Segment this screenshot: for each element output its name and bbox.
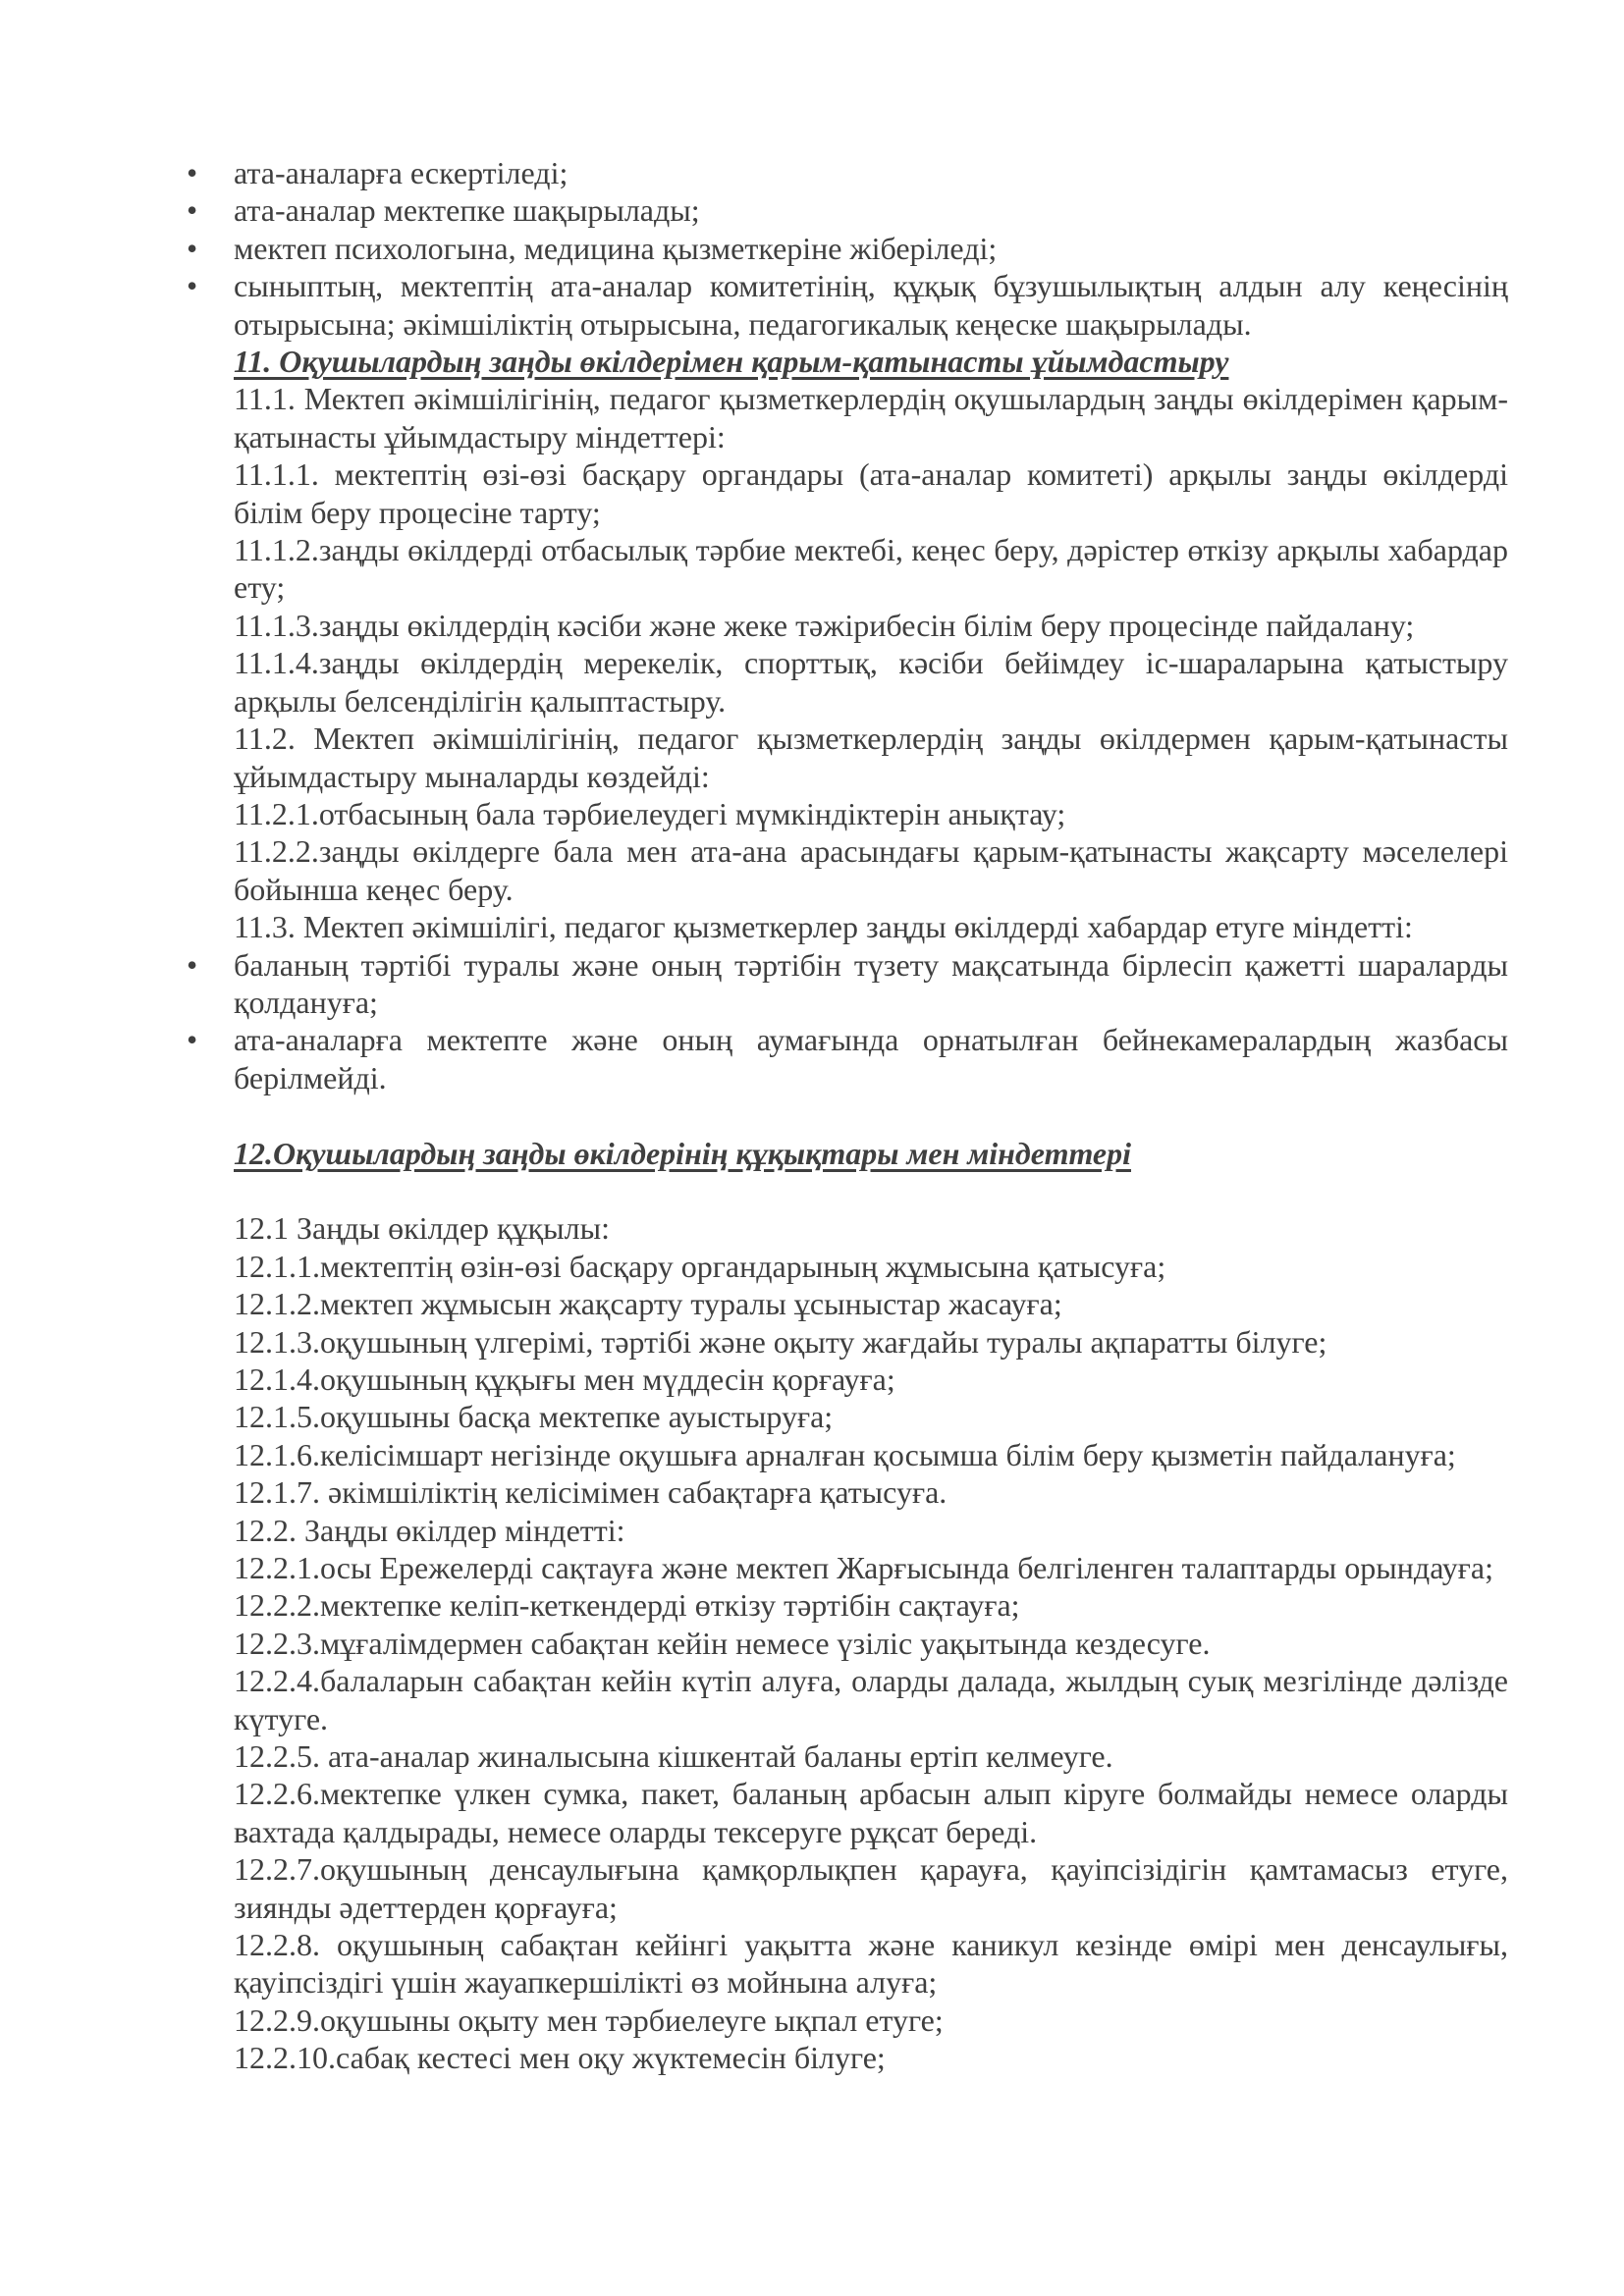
- numbered-paragraph: 12.2. Заңды өкілдер міндетті:: [234, 1512, 625, 1548]
- bullet-list-item: • ата-аналарға мектепте және оның аумағында орнатылған бейнекамералардың жазбасы берілмейді.: [234, 1021, 1508, 1096]
- numbered-paragraph: 11.1. Мектеп әкімшілігінің, педагог қызметкерлердің оқушылардың заңды өкілдерімен қарым-қатынасты ұйымдастыру міндеттері:: [234, 381, 1508, 454]
- bullet-list-item: • ата-аналар мектепке шақырылады;: [234, 191, 1508, 229]
- blank-line: [234, 1172, 1508, 1209]
- numbered-paragraph: 12.1.6.келісімшарт негізінде оқушыға арналған қосымша білім беру қызметін пайдалануға;: [234, 1436, 1456, 1472]
- numbered-paragraph: 12.2.1.осы Ережелерді сақтауға және мектеп Жарғысында белгіленген талаптарды орындауға;: [234, 1550, 1493, 1585]
- numbered-paragraph: 12.2.3.мұғалімдермен сабақтан кейін немесе үзіліс уақытында кездесуге.: [234, 1625, 1211, 1661]
- numbered-paragraph: 12.2.10.сабақ кестесі мен оқу жүктемесін білуге;: [234, 2040, 886, 2076]
- numbered-paragraph: 12.2.8. оқушының сабақтан кейінгі уақытта және каникул кезінде өмірі мен денсаулығы, қауіпсіздігі үшін жауапкершілікті өз мойнына алуға;: [234, 1927, 1508, 2001]
- numbered-paragraph: 12.1.2.мектеп жұмысын жақсарту туралы ұсыныстар жасауға;: [234, 1286, 1062, 1322]
- numbered-paragraph: 11.2.1.отбасының бала тәрбиелеудегі мүмкіндіктерін анықтау;: [234, 795, 1066, 831]
- bullet-list-item: • сыныптың, мектептің ата-аналар комитетінің, құқық бұзушылықтың алдын алу кеңесінің отырысына; әкімшіліктің отырысына, педагогикалық кеңеске шақырылады.: [234, 267, 1508, 343]
- numbered-paragraph: 12.1.5.оқушыны басқа мектепке ауыстыруға;: [234, 1399, 834, 1435]
- numbered-paragraph: 12.2.9.оқушыны оқыту мен тәрбиелеуге ықпал етуге;: [234, 2002, 944, 2038]
- bullet-list-item: • ата-аналарға ескертіледі;: [234, 154, 1508, 191]
- document-content: [234, 154, 1508, 2077]
- numbered-paragraph: 12.1 Заңды өкілдер құқылы:: [234, 1210, 610, 1247]
- numbered-paragraph: 12.1.3.оқушының үлгерімі, тәртібі және оқыту жағдайы туралы ақпаратты білуге;: [234, 1323, 1327, 1360]
- section-heading: 11. Оқушылардың заңды өкілдерімен қарым-қатынасты ұйымдастыру: [234, 344, 1229, 380]
- numbered-paragraph: 12.1.7. әкімшіліктің келісімімен сабақтарға қатысуға.: [234, 1474, 947, 1511]
- numbered-paragraph: 12.2.7.оқушының денсаулығына қамқорлықпен қарауға, қауіпсізідігін қамтамасыз етуге, зиянды әдеттерден қорғауға;: [234, 1851, 1508, 1925]
- numbered-paragraph: 11.1.2.заңды өкілдерді отбасылық тәрбие мектебі, кеңес беру, дәрістер өткізу арқылы хабардар ету;: [234, 532, 1508, 606]
- numbered-paragraph: 12.2.6.мектепке үлкен сумка, пакет, баланың арбасын алып кіруге болмайды немесе оларды вахтада қалдырады, немесе оларды тексеруге рұқсат береді.: [234, 1776, 1508, 1849]
- numbered-paragraph: 11.1.1. мектептің өзі-өзі басқару органдары (ата-аналар комитеті) арқылы заңды өкілдерді білім беру процесіне тарту;: [234, 456, 1508, 530]
- numbered-paragraph: 11.2. Мектеп әкімшілігінің, педагог қызметкерлердің заңды өкілдермен қарым-қатынасты ұйымдастыру мыналарды көздейді:: [234, 721, 1508, 794]
- numbered-paragraph: 11.2.2.заңды өкілдерге бала мен ата-ана арасындағы қарым-қатынасты жақсарту мәселелері бойынша кеңес беру.: [234, 833, 1508, 907]
- numbered-paragraph: 11.1.3.заңды өкілдердің кәсіби және жеке тәжірибесін білім беру процесінде пайдалану;: [234, 607, 1415, 643]
- section-heading: 12.Оқушылардың заңды өкілдерінің құқықтары мен міндеттері: [234, 1135, 1132, 1171]
- bullet-list-item: • мектеп психологына, медицина қызметкеріне жіберіледі;: [234, 230, 1508, 267]
- numbered-paragraph: 12.1.4.оқушының құқығы мен мүддесін қорғауға;: [234, 1361, 895, 1397]
- blank-line: [234, 1096, 1508, 1134]
- numbered-paragraph: 11.3. Мектеп әкімшілігі, педагог қызметкерлер заңды өкілдерді хабардар етуге міндетті:: [234, 909, 1413, 945]
- numbered-paragraph: 12.2.5. ата-аналар жиналысына кішкентай баланы ертіп келмеуге.: [234, 1738, 1113, 1775]
- numbered-paragraph: 12.1.1.мектептің өзін-өзі басқару органдарының жұмысына қатысуға;: [234, 1248, 1166, 1284]
- bullet-list-item: • баланың тәртібі туралы және оның тәртібін түзету мақсатында бірлесіп қажетті шараларды қолдануға;: [234, 946, 1508, 1022]
- numbered-paragraph: 12.2.2.мектепке келіп-кеткендерді өткізу тәртібін сақтауға;: [234, 1587, 1020, 1624]
- numbered-paragraph: 12.2.4.балаларын сабақтан кейін күтіп алуға, оларды далада, жылдың суық мезгілінде дәлізде күтуге.: [234, 1663, 1508, 1736]
- numbered-paragraph: 11.1.4.заңды өкілдердің мерекелік, спорттық, кәсіби бейімдеу іс-шараларына қатыстыру арқылы белсенділігін қалыптастыру.: [234, 645, 1508, 719]
